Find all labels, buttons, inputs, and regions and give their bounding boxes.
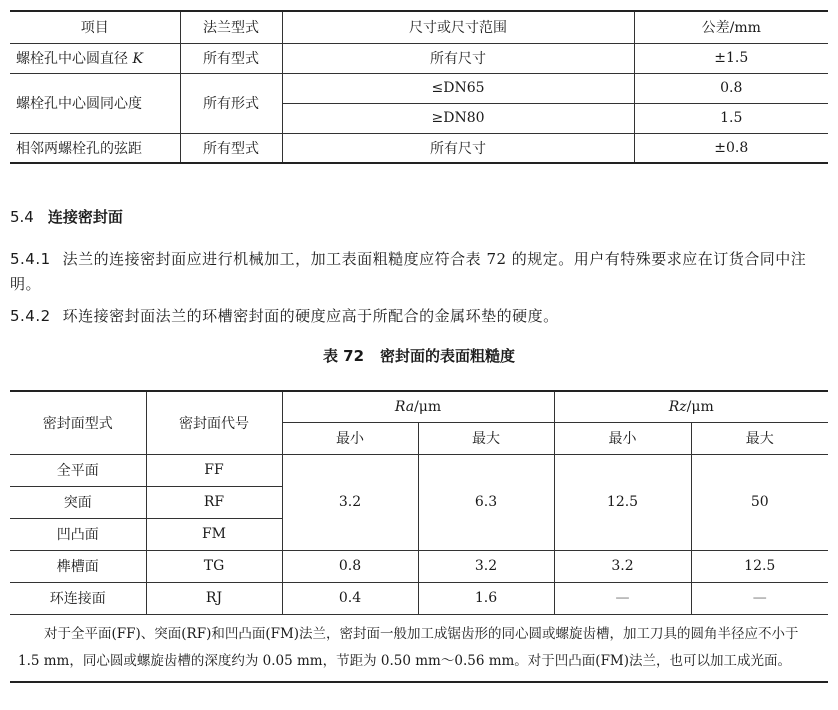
row-tolerance: 0.8 [634, 73, 828, 103]
row-size: 所有尺寸 [282, 133, 634, 163]
group-ra-max: 6.3 [418, 454, 554, 550]
row-seal-type: 全平面 [10, 454, 146, 486]
table-header-row [10, 11, 828, 43]
row-rz-min: — [554, 582, 691, 614]
group-ra-min: 3.2 [282, 454, 418, 550]
row-size: ≤DN65 [282, 73, 634, 103]
paragraph-number: 5.4.2 [10, 307, 51, 325]
table-row [10, 43, 828, 73]
table-row [10, 454, 828, 486]
row-item-text: 螺栓孔中心圆直径 [16, 51, 128, 67]
row-tolerance: ±0.8 [634, 133, 828, 163]
row-seal-code: FM [146, 518, 282, 550]
paragraph-5-4-1 [10, 247, 828, 297]
header-ra-max: 最大 [418, 422, 554, 454]
row-ra-max: 3.2 [418, 550, 554, 582]
header-tolerance: 公差/mm [634, 11, 828, 43]
rz-symbol: Rz [668, 398, 687, 415]
row-ra-min: 0.4 [282, 582, 418, 614]
row-size: ≥DN80 [282, 103, 634, 133]
paragraph-text: 法兰的连接密封面应进行机械加工，加工表面粗糙度应符合表 72 的规定。用户有特殊要求应在订货合同中注明。 [10, 250, 807, 293]
table-row [10, 73, 828, 103]
ra-symbol: Ra [394, 398, 415, 415]
row-form: 所有型式 [180, 43, 282, 73]
row-rz-min: 3.2 [554, 550, 691, 582]
row-tolerance: ±1.5 [634, 43, 828, 73]
row-seal-code: RF [146, 486, 282, 518]
table-header-row [10, 391, 828, 422]
table-caption-text: 密封面的表面粗糙度 [380, 347, 516, 365]
paragraph-5-4-2 [10, 304, 828, 329]
row-ra-min: 0.8 [282, 550, 418, 582]
row-seal-code: RJ [146, 582, 282, 614]
table-row [10, 133, 828, 163]
header-ra [282, 391, 554, 422]
table-note [10, 614, 828, 682]
table-note-text: 对于全平面(FF)、突面(RF)和凹凸面(FM)法兰，密封面一般加工成锯齿形的同心圆或螺旋齿槽，加工刀具的圆角半径应不小于 1.5 mm，同心圆或螺旋齿槽的深度约为 0.05 mm，节距为 0.50 mm～0.56 mm。对于凹凸面(FM)法兰，也可以加工成光面。 [18, 625, 799, 669]
row-seal-type: 突面 [10, 486, 146, 518]
row-form: 所有型式 [180, 133, 282, 163]
row-form: 所有形式 [180, 73, 282, 133]
table-row [10, 550, 828, 582]
paragraph-text: 环连接密封面法兰的环槽密封面的硬度应高于所配合的金属环垫的硬度。 [62, 307, 559, 325]
header-rz [554, 391, 828, 422]
row-item: 螺栓孔中心圆同心度 [10, 73, 180, 133]
row-seal-code: FF [146, 454, 282, 486]
table-row [10, 582, 828, 614]
row-tolerance: 1.5 [634, 103, 828, 133]
section-title: 连接密封面 [47, 208, 123, 226]
rz-unit: /μm [686, 398, 714, 415]
tolerance-table [10, 10, 828, 164]
header-ra-min: 最小 [282, 422, 418, 454]
header-item: 项目 [10, 11, 180, 43]
header-seal-type: 密封面型式 [10, 391, 146, 454]
paragraph-number: 5.4.1 [10, 250, 51, 268]
header-rz-min: 最小 [554, 422, 691, 454]
row-item [10, 43, 180, 73]
ra-unit: /μm [414, 398, 442, 415]
group-rz-max: 50 [691, 454, 828, 550]
table-number: 表 72 [322, 347, 365, 365]
row-seal-code: TG [146, 550, 282, 582]
row-item-symbol: K [132, 51, 143, 67]
row-rz-max: — [691, 582, 828, 614]
roughness-table [10, 390, 828, 683]
header-size-range: 尺寸或尺寸范围 [282, 11, 634, 43]
header-rz-max: 最大 [691, 422, 828, 454]
row-seal-type: 凹凸面 [10, 518, 146, 550]
header-seal-code: 密封面代号 [146, 391, 282, 454]
group-rz-min: 12.5 [554, 454, 691, 550]
row-seal-type: 榫槽面 [10, 550, 146, 582]
row-rz-max: 12.5 [691, 550, 828, 582]
row-ra-max: 1.6 [418, 582, 554, 614]
row-seal-type: 环连接面 [10, 582, 146, 614]
header-flange-form: 法兰型式 [180, 11, 282, 43]
section-heading [10, 206, 123, 227]
table-note-row [10, 614, 828, 682]
section-number: 5.4 [10, 208, 34, 226]
row-size: 所有尺寸 [282, 43, 634, 73]
row-item: 相邻两螺栓孔的弦距 [10, 133, 180, 163]
table-caption [0, 345, 838, 366]
